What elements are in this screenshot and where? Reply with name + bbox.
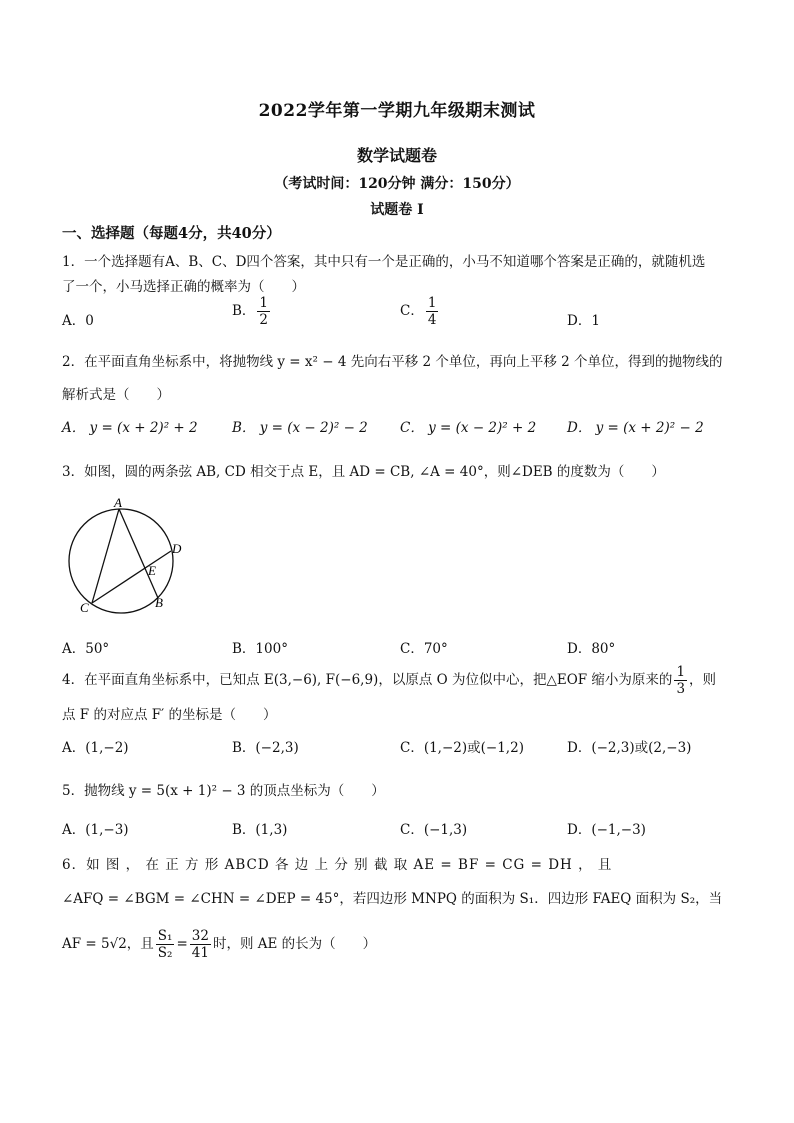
q3-chord-ab [119,509,158,598]
q3-label-e: E [148,563,156,578]
q4-line2: 点 F 的对应点 F′ 的坐标是（ ） [62,707,277,723]
q6-fraction-s [156,928,175,961]
q1-option-d: D．1 [567,313,600,329]
q6-line3-end: 时，则 AE 的长为（ ） [212,936,377,952]
q3-option-a: A．50° [62,641,110,657]
q3-option-d: D．80° [567,641,616,657]
q6-line3-text: AF = 5√2，且 [62,936,154,952]
q1-option-c-num: 1 [427,295,437,311]
q2-option-b: B． y = (x − 2)² − 2 [232,420,368,436]
q1-option-b-fraction [257,295,270,328]
q6-fraction-s-num: S₁ [157,928,173,944]
q4-option-a: A．(1,−2) [62,740,129,756]
q5-line1: 5．抛物线 y = 5(x + 1)² − 3 的顶点坐标为（ ） [62,783,385,799]
q3-segment-ac [92,509,119,603]
q4-option-c: C．(1,−2)或(−1,2) [400,740,524,756]
q1-option-b-den: 2 [259,312,269,328]
q1-option-c-den: 4 [427,312,437,328]
q1-line2: 了一个，小马选择正确的概率为（ ） [62,279,305,295]
q6-fraction-value-num: 32 [191,928,209,944]
q1-option-c-label: C． [400,303,424,319]
q4-fraction [674,664,687,697]
q2-option-c: C． y = (x − 2)² + 2 [400,420,537,436]
exam-info: （考试时间：120分钟 满分：150分） [274,176,520,192]
q3-option-c: C．70° [400,641,448,657]
q3-circle-figure [60,495,200,620]
q6-line3 [62,928,732,961]
q5-option-b: B．(1,3) [232,822,288,838]
q3-label-b: B [155,595,163,610]
q4-line1 [62,664,732,697]
q3-label-c: C [80,600,89,615]
q2-line1: 2．在平面直角坐标系中，将抛物线 y = x² − 4 先向右平移 2 个单位，再向上平移 2 个单位，得到的抛物线的 [62,354,723,370]
q6-fraction-value [190,928,211,961]
section-heading: 一、选择题（每题4分，共40分） [62,225,281,242]
q4-line1-text: 4．在平面直角坐标系中，已知点 E(3,−6), F(−6,9)，以原点 O 为位似中心，把△EOF 缩小为原来的 [62,672,673,688]
q1-option-a: A．0 [62,313,94,329]
q4-option-d: D．(−2,3)或(2,−3) [567,740,692,756]
q4-fraction-den: 3 [676,681,686,697]
q2-line2: 解析式是（ ） [62,387,170,403]
q1-option-c-fraction [426,295,439,328]
q1-option-b-num: 1 [259,295,269,311]
q3-option-b: B．100° [232,641,288,657]
q2-option-a: A． y = (x + 2)² + 2 [62,420,198,436]
q1-option-b [232,295,272,328]
q6-fraction-s-den: S₂ [157,945,173,961]
q1-option-c [400,295,440,328]
q5-option-a: A．(1,−3) [62,822,129,838]
q6-line2: ∠AFQ = ∠BGM = ∠CHN = ∠DEP = 45°，若四边形 MNPQ 的面积为 S₁．四边形 FAEQ 面积为 S₂，当 [62,891,723,907]
q1-line1: 1．一个选择题有A、B、C、D四个答案，其中只有一个是正确的，小马不知道哪个答案是正确的，就随机选 [62,254,706,270]
q5-option-d: D．(−1,−3) [567,822,646,838]
q3-label-a: A [114,495,122,510]
exam-title: 2022学年第一学期九年级期末测试 [258,101,536,121]
q4-option-b: B．(−2,3) [232,740,299,756]
exam-subtitle: 数学试题卷 [356,146,437,165]
q2-option-d: D． y = (x + 2)² − 2 [567,420,704,436]
q1-option-b-label: B． [232,303,256,319]
q6-line1: 6．如 图 ， 在 正 方 形 ABCD 各 边 上 分 别 截 取 AE = BF = CG = DH ， 且 [62,857,613,873]
q3-label-d: D [172,541,182,556]
exam-volume: 试题卷 I [370,202,424,218]
q6-equals: = [176,936,188,952]
q3-line1: 3．如图，圆的两条弦 AB, CD 相交于点 E，且 AD = CB, ∠A = 40°，则∠DEB 的度数为（ ） [62,464,665,480]
q6-fraction-value-den: 41 [191,945,209,961]
q5-option-c: C．(−1,3) [400,822,468,838]
q4-line1-end: ，则 [689,672,717,688]
q4-fraction-num: 1 [676,664,686,680]
